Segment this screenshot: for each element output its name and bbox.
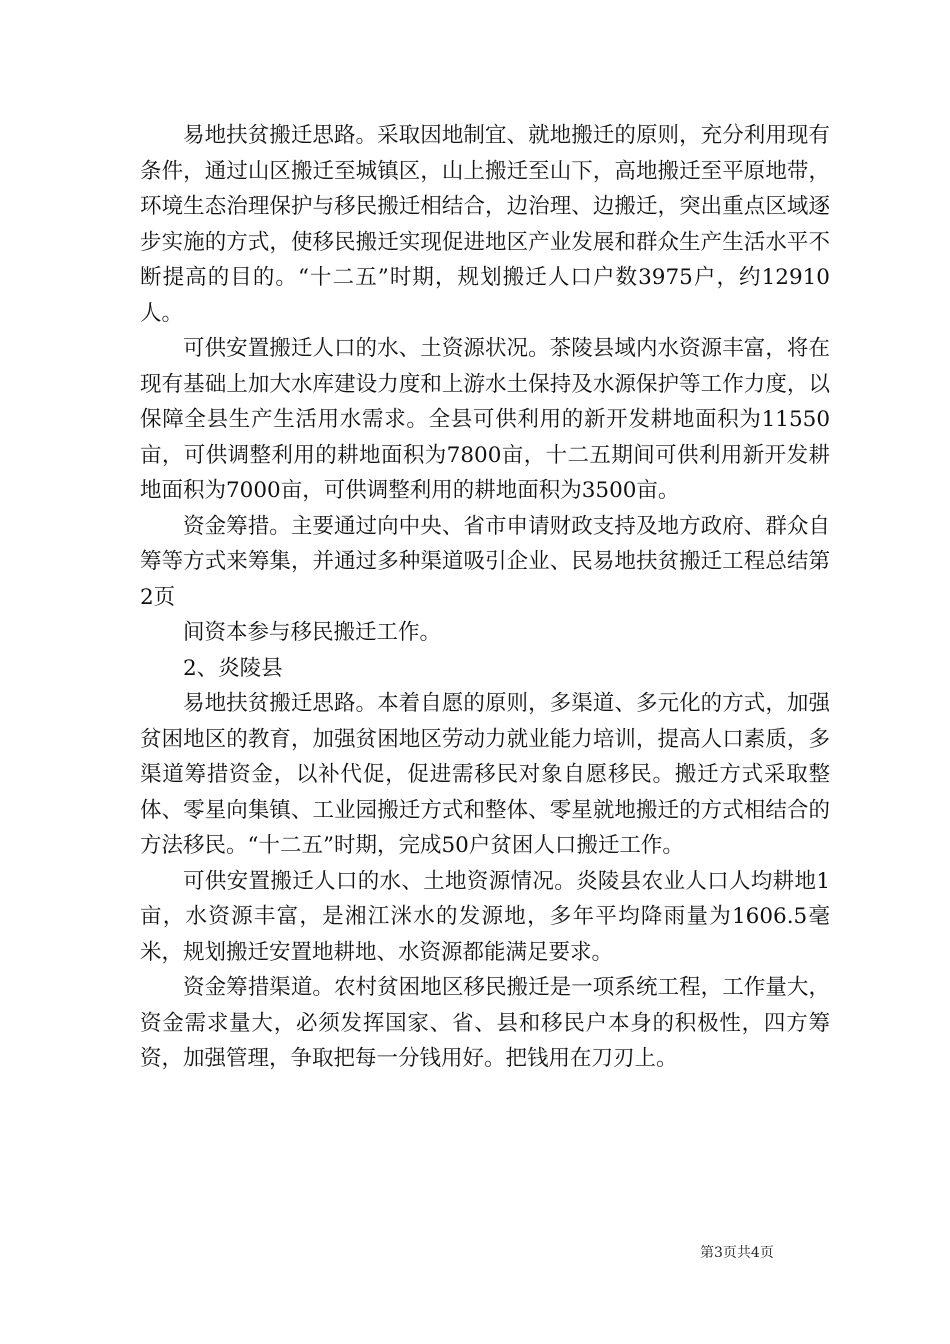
paragraph-water-land-resources-chaling: 可供安置搬迁人口的水、土资源状况。茶陵县域内水资源丰富，将在现有基础上加大水库建设力度和上游水土保持及水源保护等工作力度，以保障全县生产生活用水需求。全县可供利用的新开发耕地面积为11550亩，可供调整利用的耕地面积为7800亩，十二五期间可供利用新开发耕地面积为7000亩，可供调整利用的耕地面积为3500亩。	[140, 336, 830, 503]
paragraph-funding-continued: 间资本参与移民搬迁工作。	[183, 620, 442, 645]
section-heading-yanling: 2、炎陵县	[183, 655, 283, 681]
paragraph-funding-channels-yanling: 资金筹措渠道。农村贫困地区移民搬迁是一项系统工程，工作量大，资金需求量大，必须发挥国家、省、县和移民户本身的积极性，四方筹资，加强管理，争取把每一分钱用好。把钱用在刀刃上。	[140, 975, 830, 1071]
paragraph-water-land-resources-yanling: 可供安置搬迁人口的水、土地资源情况。炎陵县农业人口人均耕地1亩，水资源丰富，是湘江洣水的发源地，多年平均降雨量为1606.5毫米，规划搬迁安置地耕地、水资源都能满足要求。	[140, 868, 830, 965]
paragraph-funding-chaling: 资金筹措。主要通过向中央、省市申请财政支持及地方政府、群众自筹等方式来筹集，并通过多种渠道吸引企业、民易地扶贫搬迁工程总结第2页	[140, 513, 830, 610]
paragraph-relocation-approach-chaling: 易地扶贫搬迁思路。采取因地制宜、就地搬迁的原则，充分利用现有条件，通过山区搬迁至城镇区，山上搬迁至山下，高地搬迁至平原地带，环境生态治理保护与移民搬迁相结合，边治理、边搬迁，突出重点区域逐步实施的方式，使移民搬迁实现促进地区产业发展和群众生产生活水平不断提高的目的。“十二五”时期，规划搬迁人口户数3975户，约12910人。	[140, 123, 830, 326]
paragraph-relocation-approach-yanling: 易地扶贫搬迁思路。本着自愿的原则，多渠道、多元化的方式，加强贫困地区的教育，加强贫困地区劳动力就业能力培训，提高人口素质，多渠道筹措资金，以补代促，促进需移民对象自愿移民。搬迁方式采取整体、零星向集镇、工业园搬迁方式和整体、零星就地搬迁的方式相结合的方法移民。“十二五”时期，完成50户贫困人口搬迁工作。	[140, 691, 830, 858]
document-body	[140, 118, 830, 1077]
page-number-footer: 第3页共4页	[700, 1245, 774, 1261]
